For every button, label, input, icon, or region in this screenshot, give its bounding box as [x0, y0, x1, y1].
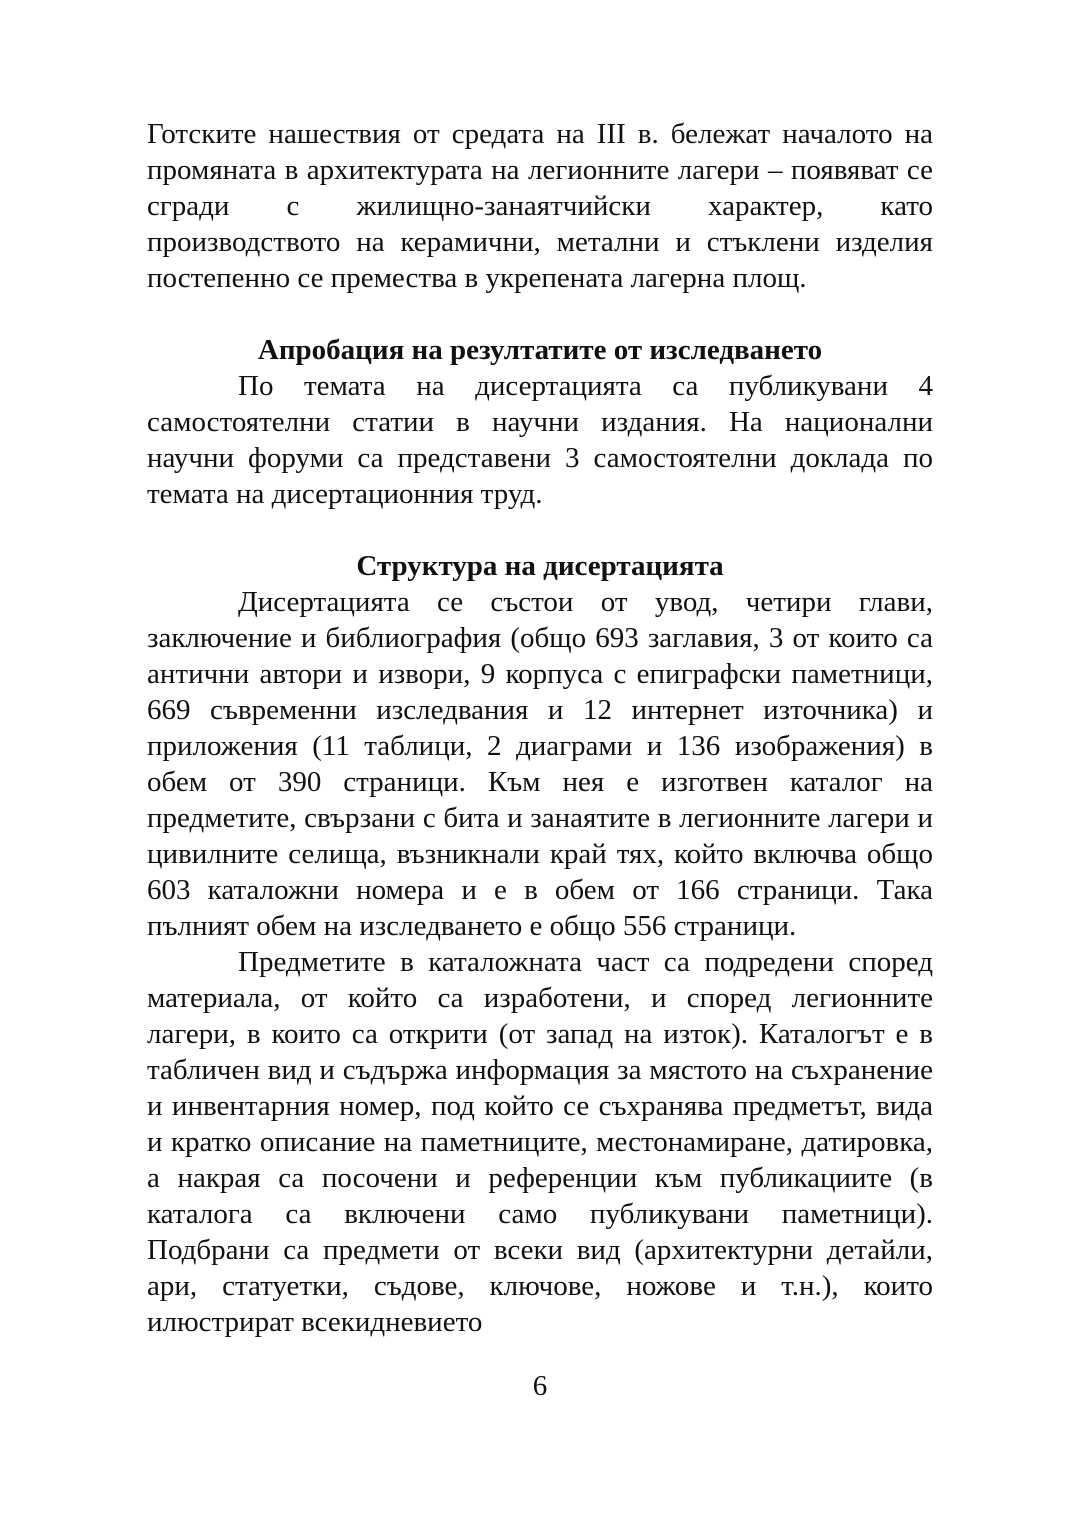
spacer [147, 296, 933, 332]
document-page [147, 116, 933, 1340]
intro-paragraph: Готските нашествия от средата на III в. бележат началото на промяната в архитектурата на легионните лагери – появяват се сгради с жилищно-занаятчийски характер, като производството на керамични, метални и стъклени изделия постепенно се премества в укрепената лагерна площ. [147, 118, 933, 294]
spacer [147, 512, 933, 548]
approbation-paragraph: По темата на дисертацията са публикувани 4 самостоятелни статии в научни издания. На национални научни форуми са представени 3 самостоятелни доклада по темата на дисертационния труд. [147, 370, 933, 510]
structure-heading: Структура на дисертацията [356, 550, 724, 582]
page-number: 6 [532, 1370, 548, 1402]
structure-paragraph-2: Предметите в каталожната част са подредени според материала, от който са изработени, и според легионните лагери, в които са открити (от запад на изток). Каталогът е в табличен вид и съдържа информация за мястото на съхранение и инвентарния номер, под който се съхранява предметът, вида и кратко описание на паметниците, местонамиране, датировка, а накрая са посочени и референции към публикациите (в каталога са включени само публикувани паметници). Подбрани са предмети от всеки вид (архитектурни детайли, ари, статуетки, съдове, ключове, ножове и т.н.), които илюстрират всекидневието [147, 946, 933, 1338]
structure-paragraph-1: Дисертацията се състои от увод, четири глави, заключение и библиография (общо 693 заглавия, 3 от които са антични автори и извори, 9 корпуса с епиграфски паметници, 669 съвременни изследвания и 12 интернет източника) и приложения (11 таблици, 2 диаграми и 136 изображения) в обем от 390 страници. Към нея е изготвен каталог на предметите, свързани с бита и занаятите в легионните лагери и цивилните селища, възникнали край тях, който включва общо 603 каталожни номера и е в обем от 166 страници. Така пълният обем на изследването е общо 556 страници. [147, 586, 933, 942]
approbation-heading: Апробация на резултатите от изследването [257, 334, 823, 366]
